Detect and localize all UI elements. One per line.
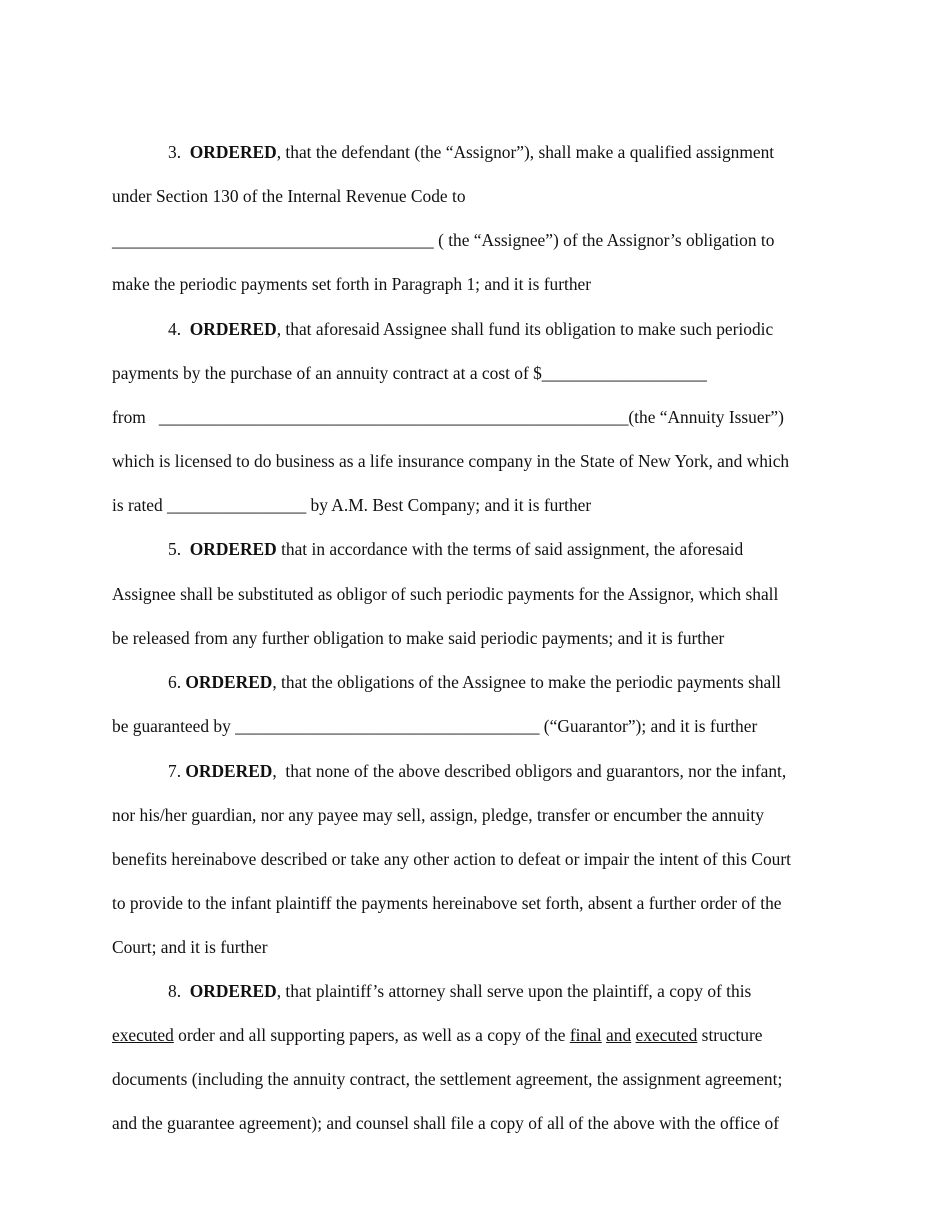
text-line: be released from any further obligation to make said periodic payments; and it is further (112, 628, 725, 648)
paragraph-7-heading: 7. ORDERED, that none of the above described obligors and guarantors, nor the infant, (168, 761, 787, 781)
text-line: to provide to the infant plaintiff the payments hereinabove set forth, absent a further order of the (112, 893, 782, 913)
text-line: payments by the purchase of an annuity contract at a cost of $___________________ (112, 363, 708, 383)
text-line: _____________________________________ ( the “Assignee”) of the Assignor’s obligation to (112, 230, 775, 250)
text-line: from ______________________________________________________(the “Annuity Issuer”) (112, 407, 784, 427)
paragraph-3-heading: 3. ORDERED, that the defendant (the “Assignor”), shall make a qualified assignment (168, 142, 775, 162)
text-line: under Section 130 of the Internal Revenue Code to (112, 186, 466, 206)
text-line: Assignee shall be substituted as obligor of such periodic payments for the Assignor, which shall (112, 584, 779, 604)
text-line: is rated ________________ by A.M. Best Company; and it is further (112, 495, 592, 515)
text-line: documents (including the annuity contract, the settlement agreement, the assignment agreement; (112, 1069, 783, 1089)
paragraph-5-heading: 5. ORDERED that in accordance with the terms of said assignment, the aforesaid (168, 539, 744, 559)
paragraph-4-heading: 4. ORDERED, that aforesaid Assignee shall fund its obligation to make such periodic (168, 319, 774, 339)
text-line: Court; and it is further (112, 937, 268, 957)
text-line: be guaranteed by ___________________________________ (“Guarantor”); and it is further (112, 716, 758, 736)
text-line-underlined: executed order and all supporting papers, as well as a copy of the final and executed structure (112, 1025, 763, 1045)
text-line: benefits hereinabove described or take any other action to defeat or impair the intent of this Court (112, 849, 791, 869)
text-line: and the guarantee agreement); and counsel shall file a copy of all of the above with the office of (112, 1113, 780, 1133)
text-line: which is licensed to do business as a life insurance company in the State of New York, and which (112, 451, 790, 471)
paragraph-8-heading: 8. ORDERED, that plaintiff’s attorney shall serve upon the plaintiff, a copy of this (168, 981, 752, 1001)
text-line: nor his/her guardian, nor any payee may sell, assign, pledge, transfer or encumber the annuity (112, 805, 764, 825)
paragraph-6-heading: 6. ORDERED, that the obligations of the Assignee to make the periodic payments shall (168, 672, 781, 692)
text-line: make the periodic payments set forth in Paragraph 1; and it is further (112, 274, 592, 294)
